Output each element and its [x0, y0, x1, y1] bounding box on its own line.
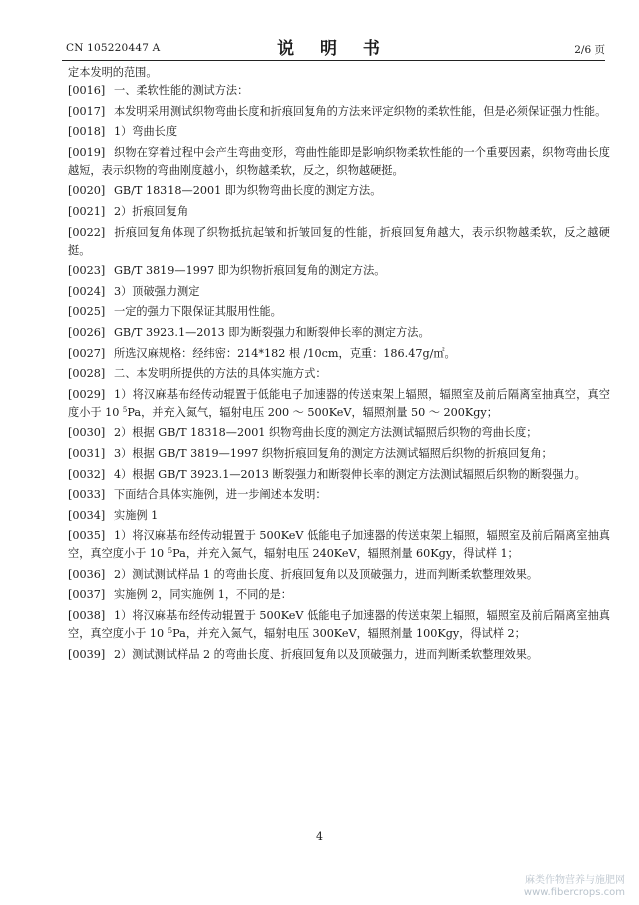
exponent: 5: [167, 627, 173, 636]
paragraph: [68, 466, 610, 484]
paragraph-number: [0030]: [68, 426, 106, 440]
paragraph-list: [68, 82, 610, 664]
paragraph-number: [0023]: [68, 264, 106, 278]
paragraph-number: [0036]: [68, 567, 106, 581]
paragraph: [68, 144, 610, 180]
paragraph-text: GB/T 3819—1997 即为织物折痕回复角的测定方法。: [114, 264, 386, 278]
paragraph-text: 下面结合具体实施例，进一步阐述本发明：: [114, 488, 327, 502]
paragraph: [68, 182, 610, 200]
paragraph-number: [0039]: [68, 647, 106, 661]
paragraph-number: [0022]: [68, 225, 106, 239]
paragraph-text: GB/T 3923.1—2013 即为断裂强力和断裂伸长率的测定方法。: [114, 325, 430, 339]
paragraph-number: [0028]: [68, 367, 106, 381]
paragraph-number: [0018]: [68, 125, 106, 139]
paragraph-number: [0038]: [68, 609, 106, 623]
paragraph: [68, 123, 610, 141]
paragraph-text: 二、本发明所提供的方法的具体实施方式：: [114, 367, 327, 381]
paragraph: [68, 365, 610, 383]
exponent: 5: [167, 547, 173, 556]
paragraph-text: 3）根据 GB/T 3819—1997 织物折痕回复角的测定方法测试辐照后织物的折痕回复角；: [114, 446, 553, 460]
paragraph-number: [0027]: [68, 346, 106, 360]
paragraph-text: 1）弯曲长度: [114, 125, 178, 139]
paragraph-number: [0029]: [68, 387, 106, 401]
paragraph-text: Pa，并充入氮气，辐射电压 300KeV，辐照剂量 100Kgy，得试样 2；: [172, 627, 526, 641]
paragraph: [68, 203, 610, 221]
paragraph-text: 1）将汉麻基布经传动辊置于低能电子加速器的传送束架上辐照，辐照室及前后隔离室抽真空，真空度小于 10: [68, 387, 610, 419]
paragraph-text: 4）根据 GB/T 3923.1—2013 断裂强力和断裂伸长率的测定方法测试辐照后织物的断裂强力。: [114, 467, 586, 481]
paragraph-text: 3）顶破强力测定: [114, 284, 200, 298]
watermark-url: www.fibercrops.com: [523, 887, 625, 898]
watermark-site-name: 麻类作物营养与施肥网: [525, 875, 625, 886]
paragraph: [68, 507, 610, 525]
paragraph-text: 所选汉麻规格：经纬密：214*182 根 /10cm，克重：186.47g/㎡。: [114, 346, 456, 360]
paragraph: [68, 103, 610, 121]
paragraph-number: [0031]: [68, 446, 106, 460]
paragraph: [68, 345, 610, 363]
paragraph-number: [0026]: [68, 325, 106, 339]
paragraph: [68, 324, 610, 342]
paragraph: [68, 566, 610, 584]
paragraph: [68, 303, 610, 321]
paragraph-number: [0033]: [68, 488, 106, 502]
paragraph: [68, 262, 610, 280]
exponent: 5: [122, 405, 128, 414]
paragraph: [68, 445, 610, 463]
paragraph-text: 1）将汉麻基布经传动辊置于 500KeV 低能电子加速器的传送束架上辐照，辐照室及前后隔离室抽真空，真空度小于 10: [68, 529, 610, 561]
paragraph-number: [0016]: [68, 84, 106, 97]
paragraph-text: 一、柔软性能的测试方法：: [114, 84, 249, 97]
paragraph: [68, 82, 610, 100]
paragraph: [68, 386, 610, 422]
site-watermark: [524, 875, 625, 899]
document-body: [68, 64, 610, 666]
page-indicator: 2/6 页: [574, 44, 605, 56]
paragraph-text: 2）测试测试样品 1 的弯曲长度、折痕回复角以及顶破强力，进而判断柔软整理效果。: [114, 567, 539, 581]
paragraph: [68, 283, 610, 301]
paragraph-number: [0021]: [68, 204, 106, 218]
paragraph-text: 本发明采用测试织物弯曲长度和折痕回复角的方法来评定织物的柔软性能，但是必须保证强力性能。: [114, 104, 607, 118]
document-number: CN 105220447 A: [66, 42, 161, 54]
paragraph: [68, 646, 610, 664]
paragraph-number: [0037]: [68, 588, 106, 602]
paragraph-text: 实施例 1: [114, 508, 159, 522]
paragraph-text: 织物在穿着过程中会产生弯曲变形，弯曲性能即是影响织物柔软性能的一个重要因素，织物弯曲长度越短，表示织物的弯曲刚度越小，织物越柔软，反之，织物越硬挺。: [68, 145, 610, 177]
page-header: [62, 30, 605, 61]
page-number: 4: [316, 830, 323, 843]
paragraph-text: Pa，并充入氮气，辐射电压 240KeV，辐照剂量 60Kgy，得试样 1；: [172, 547, 519, 561]
paragraph: [68, 586, 610, 604]
paragraph-text: 一定的强力下限保证其服用性能。: [114, 305, 282, 319]
paragraph-text: Pa，并充入氮气，辐射电压 200 ～ 500KeV，辐照剂量 50 ～ 200Kgy；: [127, 405, 498, 419]
continuation-text: 定本发明的范围。: [68, 66, 158, 79]
paragraph-text: 2）根据 GB/T 18318—2001 织物弯曲长度的测定方法测试辐照后织物的弯曲长度；: [114, 426, 538, 440]
paragraph-text: 折痕回复角体现了织物抵抗起皱和折皱回复的性能，折痕回复角越大，表示织物越柔软，反之越硬挺。: [68, 225, 610, 257]
paragraph: [68, 607, 610, 643]
paragraph-number: [0024]: [68, 284, 106, 298]
paragraph-number: [0035]: [68, 529, 106, 543]
paragraph-number: [0025]: [68, 305, 106, 319]
paragraph-text: 2）折痕回复角: [114, 204, 189, 218]
paragraph-number: [0017]: [68, 104, 106, 118]
paragraph: [68, 424, 610, 442]
paragraph-number: [0034]: [68, 508, 106, 522]
paragraph-number: [0020]: [68, 184, 106, 198]
paragraph: [68, 527, 610, 563]
paragraph: [68, 224, 610, 260]
paragraph-text: GB/T 18318—2001 即为织物弯曲长度的测定方法。: [114, 184, 382, 198]
paragraph-number: [0019]: [68, 145, 106, 159]
paragraph-text: 实施例 2，同实施例 1，不同的是：: [114, 588, 292, 602]
paragraph: [68, 486, 610, 504]
paragraph-text: 1）将汉麻基布经传动辊置于 500KeV 低能电子加速器的传送束架上辐照，辐照室及前后隔离室抽真空，真空度小于 10: [68, 609, 610, 641]
document-title: 说 明 书: [277, 39, 390, 59]
paragraph-text: 2）测试测试样品 2 的弯曲长度、折痕回复角以及顶破强力，进而判断柔软整理效果。: [114, 647, 539, 661]
paragraph-number: [0032]: [68, 467, 106, 481]
